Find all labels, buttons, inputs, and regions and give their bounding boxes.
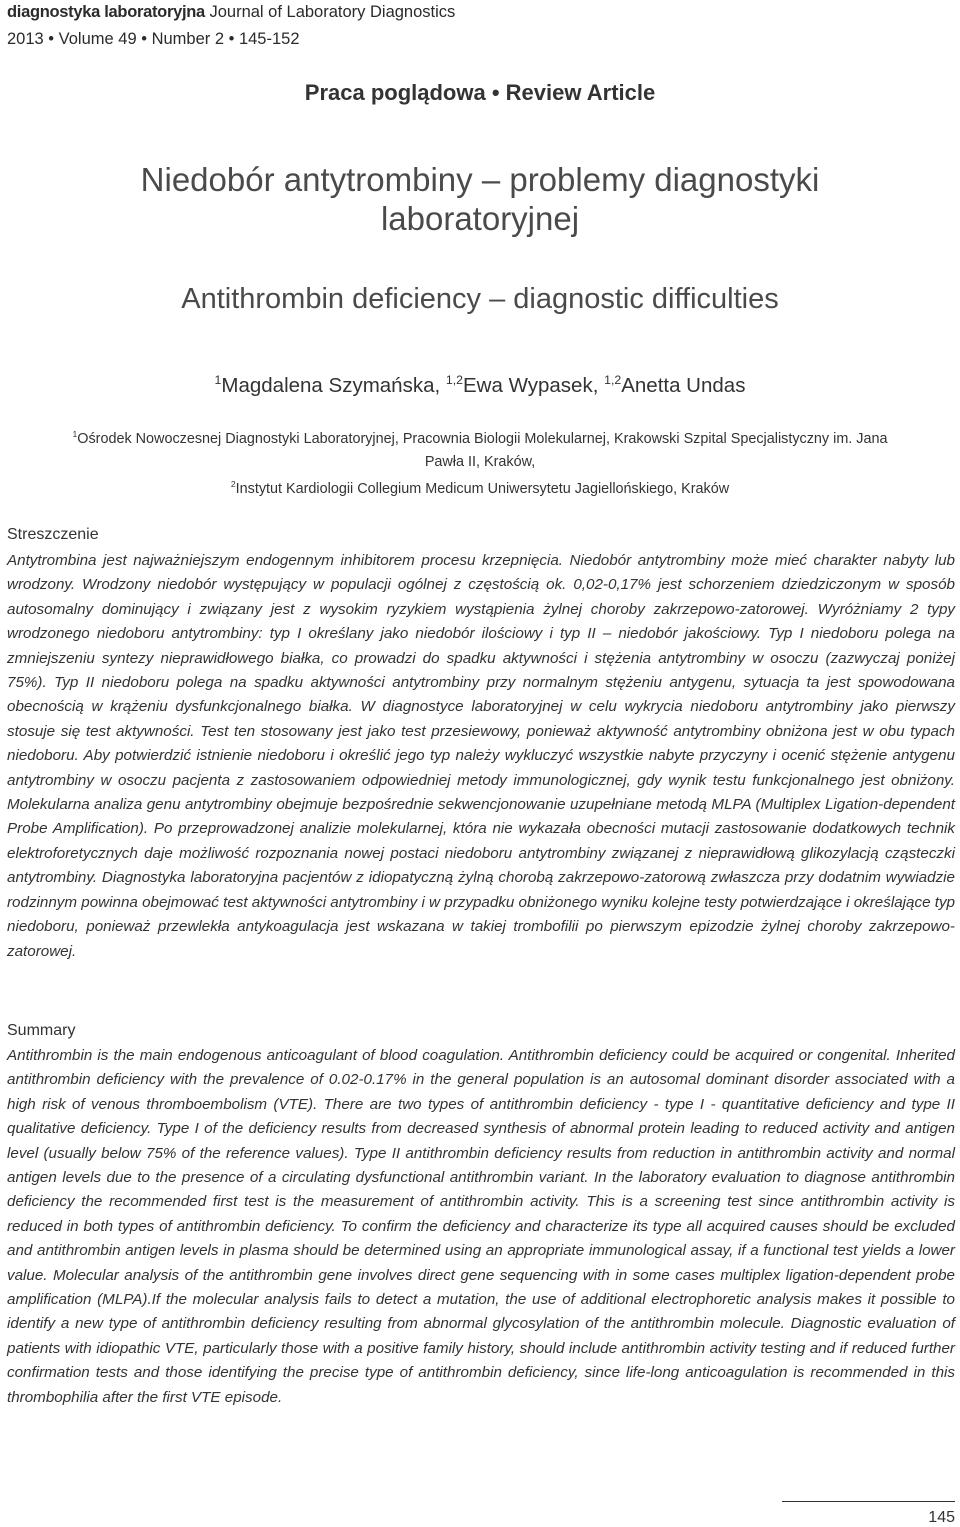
journal-brand: diagnostyka laboratoryjna bbox=[7, 3, 205, 21]
article-type: Praca poglądowa • Review Article bbox=[304, 80, 656, 105]
title-polish: Niedobór antytrombiny – problemy diagnostyki laboratoryjnej bbox=[140, 161, 820, 237]
footer-rule bbox=[782, 1501, 955, 1502]
abstract-en-text: Antithrombin is the main endogenous anticoagulant of blood coagulation. Antithrombin deficiency could be acquired or congenital. Inherited antithrombin deficiency with the prevalence of 0.02-0.17% in the general population is an autosomal dominant disorder associated with a high risk of venous thromboembolism (VTE). There are two types of antithrombin deficiency - type I - quantitative deficiency and type II qualitative deficiency. Type I of the deficiency results from decreased synthesis of abnormal protein leading to reduced activity and antigen level (usually below 75% of the reference values). Type II antithrombin deficiency results from reduction in antithrombin activity and normal antigen levels due to the presence of a circulating dysfunctional antithrombin variant. In the laboratory evaluation to diagnose antithrombin deficiency the recommended first test is the measurement of antithrombin activity. This is a screening test since antithrombin activity is reduced in both types of antithrombin deficiency. To confirm the deficiency and characterize its type all acquired causes should be excluded and antithrombin antigen levels in plasma should be determined using an appropriate immunological assay, if a functional test yields a lower value. Molecular analysis of the antithrombin gene involves direct gene sequencing with in some cases multiplex ligation-dependent probe amplification (MLPA).If the molecular analysis fails to detect a mutation, the use of additional electrophoretic analysis makes it possible to identify a new type of antithrombin deficiency resulting from abnormal glycosylation of the antithrombin molecule. Diagnostic evaluation of patients with idiopathic VTE, particularly those with a positive family history, should include antithrombin activity testing and if reduced further confirmation tests and those identifying the precise type of antithrombin deficiency, since life-long anticoagulation is recommended in this thrombophilia after the first VTE episode. bbox=[7, 1047, 955, 1406]
abstract-pl-text: Antytrombina jest najważniejszym endogennym inhibitorem procesu krzepnięcia. Niedobór antytrombiny może mieć charakter nabyty lub wrodzony. Wrodzony niedobór występujący w populacji ogólnej z częstością ok. 0,02-0,17% jest schorzeniem dziedziczonym w sposób autosomalny dominujący i związany jest z wysokim ryzykiem wystąpienia żylnej choroby zakrzepowo-zatorowej. Wyróżniamy 2 typy wrodzonego niedoboru antytrombiny: typ I określany jako niedobór ilościowy i typ II – niedobór jakościowy. Typ I niedoboru polega na zmniejszeniu syntezy nieprawidłowego białka, co prowadzi do spadku aktywności i stężenia antytrombiny w osoczu (zazwyczaj poniżej 75%). Typ II niedoboru polega na spadku aktywności antytrombiny przy normalnym stężeniu antygenu, sytuacja ta jest spowodowana obecnością w krążeniu dysfunkcjonalnego białka. W diagnostyce laboratoryjnej w celu wykrycia niedoboru antytrombiny jako pierwszy stosuje się test aktywności. Test ten stosowany jest jako test przesiewowy, ponieważ aktywność antytrombiny obniżona jest w obu typach niedoboru. Aby potwierdzić istnienie niedoboru i określić jego typ należy wykluczyć wszystkie nabyte przyczyny i ocenić stężenie antygenu antytrombiny w osoczu pacjenta z zastosowaniem odpowiedniej metody immunologicznej, gdy wynik testu funkcjonalnego jest obniżony. Molekularna analiza genu antytrombiny obejmuje bezpośrednie sekwencjonowanie uzupełniane metodą MLPA (Multiplex Ligation-dependent Probe Amplification). Po przeprowadzonej analizie molekularnej, która nie wykazała obecności mutacji zastosowanie dodatkowych technik elektroforetycznych daje możliwość rozpoznania nowej postaci niedoboru antytrombiny związanej z nieprawidłową glikozylacją cząsteczki antytrombiny. Diagnostyka laboratoryjna pacjentów z idiopatyczną żylną chorobą zakrzepowo-zatorową zwłaszcza przy dodatnim wywiadzie rodzinnym powinna obejmować test aktywności antytrombiny i w przypadku obniżonego wyniku kolejne testy potwierdzające i określające typ niedoboru, ponieważ przewlekła antykoagulacja jest wskazana w takiej trombofilii po pierwszym epizodzie żylnej choroby zakrzepowo-zatorowej. bbox=[7, 552, 956, 960]
author-name: Magdalena Szymańska, bbox=[221, 374, 441, 397]
affiliation bbox=[60, 478, 900, 501]
title-english: Antithrombin deficiency – diagnostic difficulties bbox=[181, 283, 779, 315]
author-name: Anetta Undas bbox=[621, 374, 746, 397]
affiliation-text: Ośrodek Nowoczesnej Diagnostyki Laboratoryjnej, Pracownia Biologii Molekularnej, Krakowski Szpital Specjalistyczny im. Jana Pawła II, Kraków, bbox=[77, 431, 888, 470]
journal-name: Journal of Laboratory Diagnostics bbox=[209, 3, 456, 21]
affiliations bbox=[60, 428, 900, 501]
affiliation-text: Instytut Kardiologii Collegium Medicum Uniwersytetu Jagiellońskiego, Kraków bbox=[235, 481, 730, 497]
affiliation bbox=[60, 428, 900, 474]
author-sup: 1 bbox=[214, 373, 222, 388]
issue-line: 2013 • Volume 49 • Number 2 • 145-152 bbox=[7, 30, 300, 48]
author-list bbox=[0, 372, 960, 400]
affiliation-sup: 2 bbox=[230, 479, 236, 490]
affiliation-sup: 1 bbox=[72, 429, 78, 440]
abstract-pl-heading: Streszczenie bbox=[7, 526, 99, 543]
author-sup: 1,2 bbox=[445, 373, 463, 388]
abstract-en-heading: Summary bbox=[7, 1022, 76, 1039]
author-sup: 1,2 bbox=[604, 373, 622, 388]
page-number: 145 bbox=[928, 1509, 955, 1526]
journal-header bbox=[7, 1, 455, 23]
author-name: Ewa Wypasek, bbox=[463, 374, 599, 397]
